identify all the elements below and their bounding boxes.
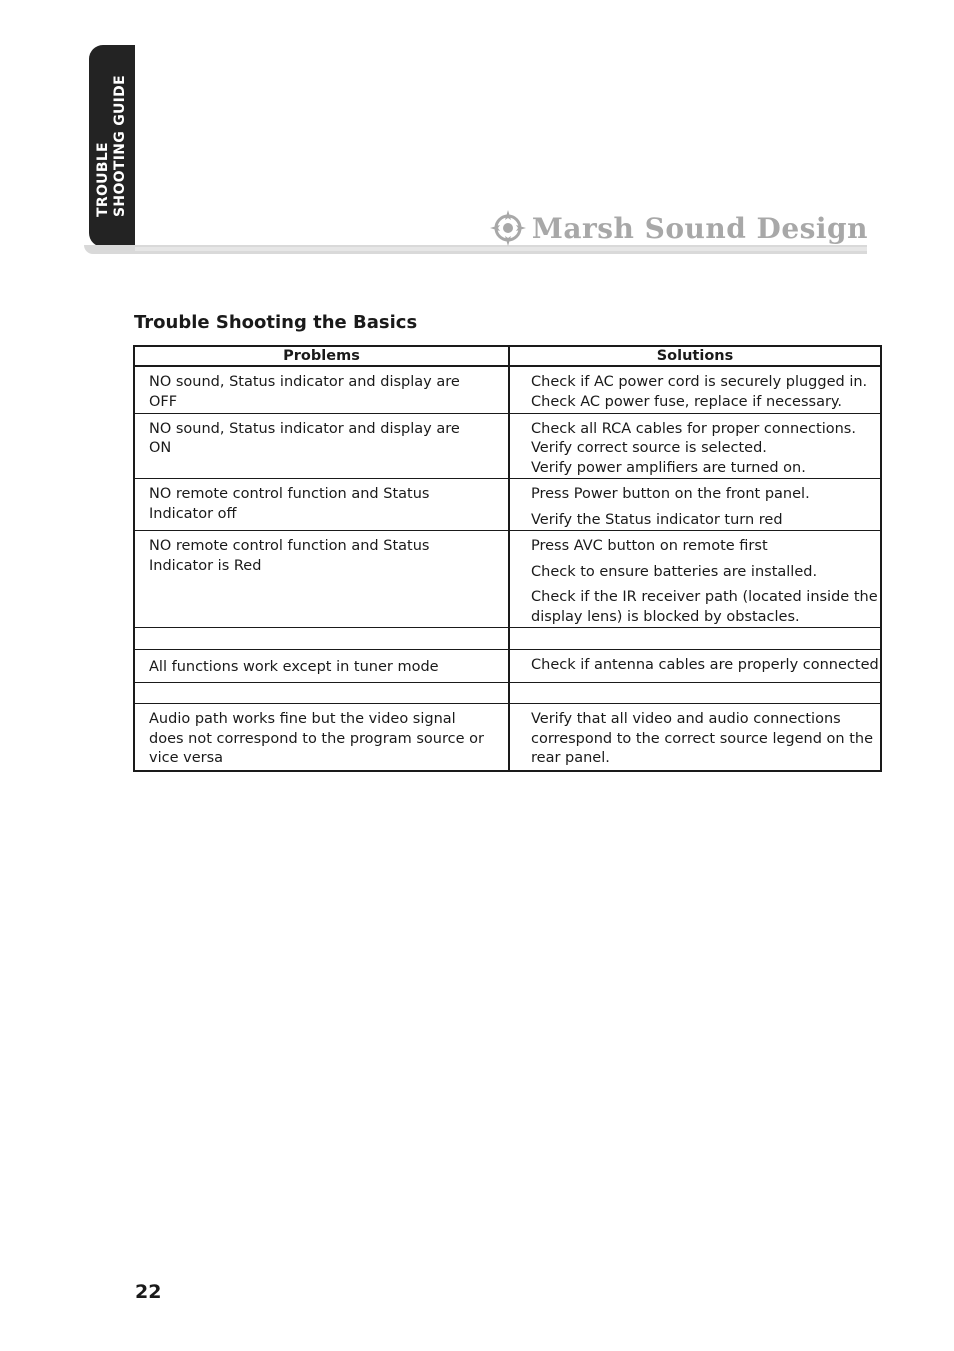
side-tab-line-1: TROUBLE: [95, 142, 111, 217]
problem-text: ON: [149, 440, 172, 456]
section-title: Trouble Shooting the Basics: [134, 312, 418, 333]
crosshair-compass-icon: [490, 208, 526, 248]
solution-cell: [509, 531, 881, 628]
solution-text: Verify that all video and audio connections: [531, 711, 841, 727]
solution-text: Verify power amplifiers are turned on.: [531, 459, 806, 476]
problem-text: NO sound, Status indicator and display are: [149, 374, 460, 390]
solution-cell: [509, 650, 884, 683]
problem-cell: [134, 413, 509, 479]
problem-text: vice versa: [149, 750, 224, 766]
problem-cell: [134, 479, 509, 531]
solution-text: correspond to the correct source legend on the: [531, 730, 874, 747]
brand-name: Marsh Sound Design: [531, 211, 868, 245]
table-row: [134, 628, 881, 650]
solution-cell: [509, 413, 881, 479]
problem-text: Indicator is Red: [149, 557, 262, 574]
solution-cell: [509, 704, 881, 771]
problem-text: Audio path works fine but the video signal: [149, 711, 456, 727]
table-row: [134, 479, 881, 531]
problem-cell: [134, 704, 509, 771]
problem-text: OFF: [149, 393, 178, 410]
solution-text: Check if antenna cables are properly connected.: [531, 657, 884, 673]
solution-cell: [509, 366, 881, 413]
problem-text: NO remote control function and Status: [149, 486, 430, 502]
solution-text: Verify the Status indicator turn red: [531, 511, 783, 528]
problem-text: Indicator off: [149, 505, 237, 522]
brand-logo: [490, 206, 868, 250]
table-header-row: [134, 346, 881, 366]
solution-cell: [509, 479, 881, 531]
solution-text: Check if AC power cord is securely plugged in.: [531, 374, 868, 390]
table-row: [134, 413, 881, 479]
table-row: [134, 704, 881, 771]
solution-text: Press AVC button on remote first: [531, 538, 768, 554]
problem-text: NO sound, Status indicator and display are: [149, 420, 460, 437]
table-row: [134, 531, 881, 628]
table-row: [134, 650, 881, 683]
solution-text: rear panel.: [531, 750, 610, 766]
side-tab-line-2: SHOOTING GUIDE: [112, 75, 128, 217]
side-tab-label: [95, 75, 129, 217]
problem-cell: [134, 650, 509, 683]
problem-cell: [134, 531, 509, 628]
solution-text: Check to ensure batteries are installed.: [531, 563, 818, 580]
problem-text: NO remote control function and Status: [149, 538, 430, 554]
section-side-tab: [89, 45, 135, 247]
solution-text: Check if the IR receiver path (located inside the: [531, 589, 878, 605]
header-solutions: Solutions: [509, 346, 881, 366]
problem-text: does not correspond to the program source or: [149, 730, 484, 747]
problem-text: All functions work except in tuner mode: [149, 659, 439, 675]
solution-text: Verify correct source is selected.: [531, 440, 767, 456]
solution-cell: [509, 628, 881, 650]
solution-text: Check AC power fuse, replace if necessary.: [531, 393, 843, 410]
table-row: [134, 366, 881, 413]
troubleshooting-table: [133, 345, 882, 772]
header-problems: Problems: [134, 346, 509, 366]
problem-cell: [134, 366, 509, 413]
page-number: 22: [135, 1281, 162, 1303]
solution-text: Check all RCA cables for proper connections.: [531, 420, 856, 437]
solution-cell: [509, 683, 881, 704]
solution-text: display lens) is blocked by obstacles.: [531, 608, 800, 625]
solution-text: Press Power button on the front panel.: [531, 486, 810, 502]
problem-cell: [134, 628, 509, 650]
problem-cell: [134, 683, 509, 704]
table-row: [134, 683, 881, 704]
